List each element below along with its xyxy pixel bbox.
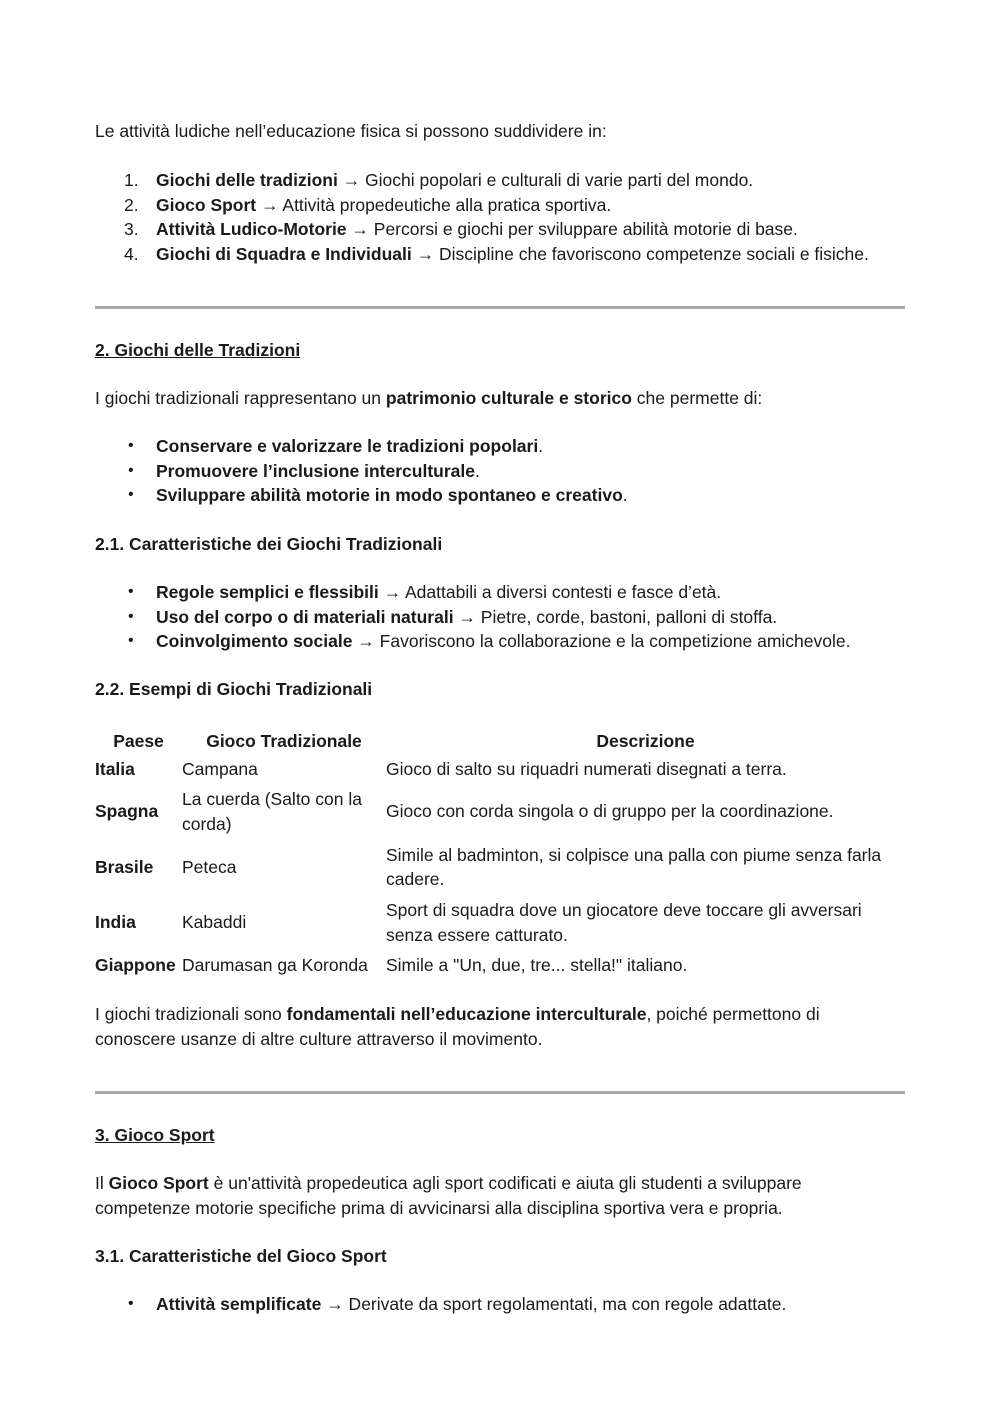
list-item-title: Giochi di Squadra e Individuali (156, 243, 412, 264)
section-3-intro (95, 1171, 885, 1220)
text-run: Il (95, 1173, 109, 1193)
list-item (95, 629, 905, 654)
description-cell: Gioco con corda singola o di gruppo per la coordinazione. (386, 801, 834, 822)
table-row (95, 754, 905, 785)
list-number: 3. (124, 219, 139, 239)
list-item (95, 1292, 905, 1317)
column-header: Paese (113, 731, 164, 751)
bold-text: Regole semplici e flessibili (156, 582, 379, 602)
bold-text: Attività semplificate (156, 1294, 322, 1314)
game-cell: Campana (182, 758, 258, 779)
column-header: Descrizione (596, 731, 695, 751)
bullet-icon: • (128, 1295, 134, 1312)
bold-text: Uso del corpo o di materiali naturali (156, 606, 454, 627)
bullet-icon: • (128, 461, 134, 479)
description-cell: Simile a "Un, due, tre... stella!" italiano. (386, 955, 688, 976)
bullet-icon: • (128, 607, 134, 625)
list-item-desc: → Attività propedeutiche alla pratica sportiva. (256, 194, 612, 215)
list-item-desc: → Percorsi e giochi per sviluppare abilità motorie di base. (346, 219, 798, 239)
bold-text: Conservare e valorizzare le tradizioni popolari (156, 436, 539, 456)
game-cell: Kabaddi (182, 912, 247, 933)
table-header-row (95, 729, 905, 754)
list-item (95, 168, 905, 193)
table-row (95, 785, 905, 839)
list-item-desc: → Discipline che favoriscono competenze sociali e fisiche. (411, 243, 869, 264)
section-2-intro (95, 386, 905, 411)
subsection-2-1-bullet-list (95, 580, 905, 654)
text-run: . (538, 436, 544, 456)
list-item (95, 605, 905, 630)
column-header: Gioco Tradizionale (206, 731, 362, 751)
country-cell: Brasile (95, 856, 154, 877)
list-item (95, 242, 905, 267)
subsection-2-2-heading: 2.2. Esempi di Giochi Tradizionali (95, 679, 373, 699)
bold-text: fondamentali nell’educazione interculturale (286, 1004, 647, 1024)
description-cell: Sport di squadra dove un giocatore deve toccare gli avversari senza essere catturato. (386, 900, 862, 945)
bullet-icon: • (128, 486, 134, 503)
text-run: → Favoriscono la collaborazione e la competizione amichevole. (352, 631, 851, 651)
list-item-title: Attività Ludico-Motorie (156, 219, 347, 239)
description-cell: Simile al badminton, si colpisce una palla con piume senza farla cadere. (386, 844, 882, 889)
table-row (95, 896, 905, 950)
country-cell: Giappone (95, 955, 176, 976)
table-row (95, 839, 905, 896)
bold-text: Promuovere l’inclusione interculturale (156, 460, 475, 481)
list-item-title: Giochi delle tradizioni (156, 170, 338, 190)
bullet-icon: • (128, 437, 134, 454)
traditional-games-table (95, 729, 905, 982)
horizontal-rule (95, 1091, 905, 1094)
section-2-heading: 2. Giochi delle Tradizioni (95, 340, 301, 360)
game-cell: Peteca (182, 856, 237, 877)
list-item-title: Gioco Sport (156, 194, 257, 215)
text-run: → Pietre, corde, bastoni, palloni di stoffa. (453, 606, 778, 627)
table-row (95, 950, 905, 982)
country-cell: India (95, 912, 136, 933)
section-2-bullet-list (95, 434, 905, 508)
game-cell: La cuerda (Salto con la corda) (182, 789, 362, 834)
text-run: , poiché permettono di conoscere usanze di altre culture attraverso il movimento. (95, 1004, 820, 1049)
text-run: che permette di: (631, 388, 763, 408)
bullet-icon: • (128, 632, 134, 649)
list-number: 2. (124, 194, 139, 215)
bold-text: Sviluppare abilità motorie in modo spontaneo e creativo (156, 485, 623, 505)
list-item (95, 483, 905, 508)
text-run: è un'attività propedeutica agli sport codificati e aiuta gli studenti a sviluppare competenze motorie specifiche prima di avvicinarsi alla disciplina sportiva vera e propria. (95, 1173, 802, 1218)
subsection-3-1-bullet-list (95, 1292, 905, 1317)
text-run: . (622, 485, 628, 505)
description-cell: Gioco di salto su riquadri numerati disegnati a terra. (386, 758, 787, 779)
text-run: I giochi tradizionali rappresentano un (95, 388, 386, 408)
text-run: → Adattabili a diversi contesti e fasce d’età. (378, 582, 722, 602)
activity-category-list (95, 168, 905, 266)
section-3-heading: 3. Gioco Sport (95, 1125, 215, 1145)
text-run: . (474, 460, 480, 481)
intro-paragraph: Le attività ludiche nell’educazione fisica si possono suddividere in: (95, 121, 607, 141)
list-item (95, 434, 905, 459)
list-item (95, 580, 905, 605)
country-cell: Spagna (95, 801, 159, 822)
list-item (95, 217, 905, 242)
bullet-icon: • (128, 583, 134, 600)
list-item (95, 459, 905, 484)
list-item-desc: → Giochi popolari e culturali di varie parti del mondo. (337, 170, 754, 190)
horizontal-rule (95, 306, 905, 309)
text-run: I giochi tradizionali sono (95, 1004, 287, 1024)
subsection-2-1-heading: 2.1. Caratteristiche dei Giochi Tradizionali (95, 534, 443, 554)
list-item (95, 193, 905, 218)
list-number: 4. (124, 243, 139, 264)
bold-text: patrimonio culturale e storico (385, 388, 632, 408)
subsection-3-1-heading: 3.1. Caratteristiche del Gioco Sport (95, 1246, 387, 1266)
bold-text: Coinvolgimento sociale (156, 631, 353, 651)
text-run: → Derivate da sport regolamentati, ma con regole adattate. (321, 1294, 787, 1314)
bold-text: Gioco Sport (108, 1173, 209, 1193)
section-2-closing-paragraph (95, 1002, 885, 1051)
country-cell: Italia (95, 758, 135, 779)
list-number: 1. (124, 170, 139, 190)
game-cell: Darumasan ga Koronda (182, 955, 368, 976)
